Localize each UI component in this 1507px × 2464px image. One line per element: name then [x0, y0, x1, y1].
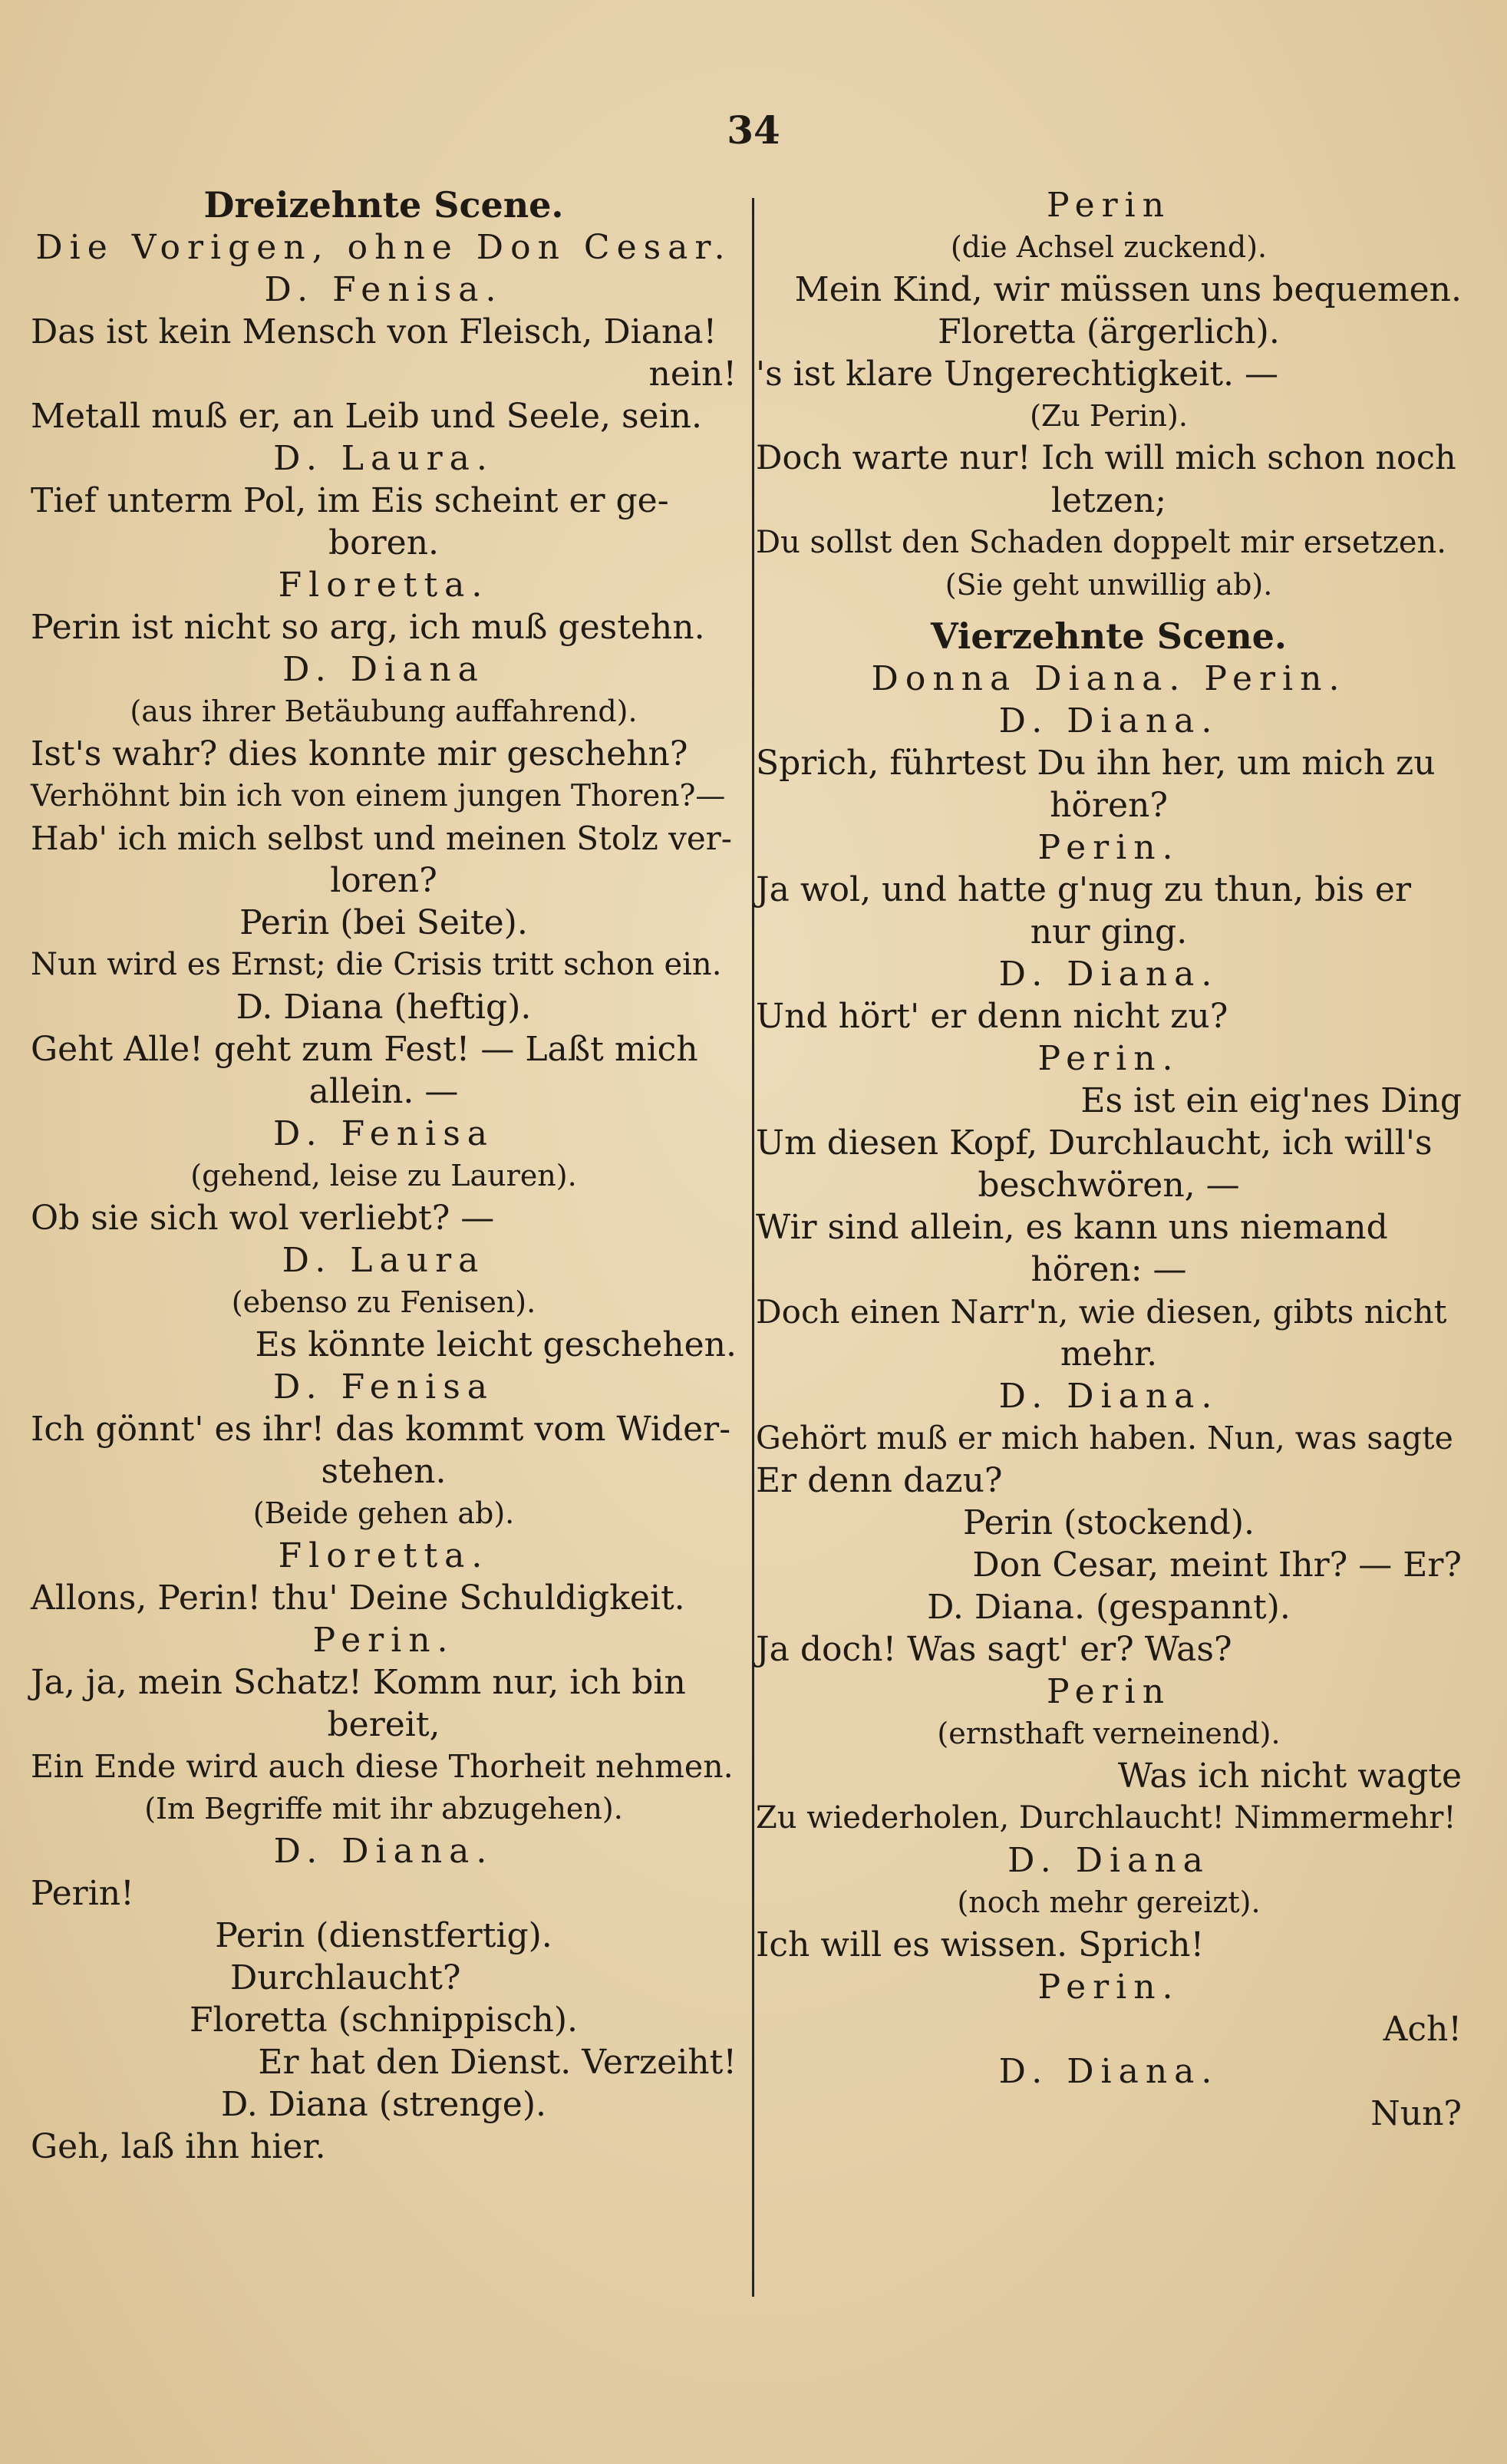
text-line: Hab' ich mich selbst und meinen Stolz ver-: [31, 820, 732, 857]
text-line: Perin ist nicht so arg, ich muß gestehn.: [31, 608, 705, 647]
text-line: Ja, ja, mein Schatz! Komm nur, ich bin: [31, 1663, 686, 1702]
text-line: Don Cesar, meint Ihr? — Er?: [972, 1545, 1462, 1585]
text-line: Ja doch! Was sagt' er? Was?: [756, 1630, 1232, 1669]
text-line: Perin!: [31, 1874, 134, 1913]
text-line: mehr.: [1060, 1334, 1158, 1374]
text-line: Perin: [1046, 1672, 1172, 1711]
text-line: hören?: [1050, 786, 1168, 825]
text-line: Sprich, führtest Du ihn her, um mich zu: [756, 744, 1436, 783]
text-line: Perin.: [1037, 1968, 1180, 2007]
text-line: D. Diana.: [998, 701, 1219, 741]
text-line: (Beide gehen ab).: [252, 1496, 515, 1530]
text-line: Geht Alle! geht zum Fest! — Laßt mich: [31, 1030, 698, 1069]
text-line: Ich gönnt' es ihr! das kommt vom Wider-: [31, 1410, 731, 1449]
text-line: D. Fenisa: [272, 1114, 495, 1153]
text-line: (ernsthaft verneinend).: [937, 1717, 1281, 1750]
text-line: D. Diana: [282, 650, 485, 689]
text-line: Es könnte leicht geschehen.: [255, 1325, 737, 1364]
text-line: nein!: [648, 355, 737, 394]
text-line: stehen.: [321, 1452, 447, 1491]
scene-heading: Vierzehnte Scene.: [931, 615, 1287, 657]
text-line: Das ist kein Mensch von Fleisch, Diana!: [31, 312, 717, 351]
text-line: Was ich nicht wagte: [1117, 1756, 1462, 1796]
text-line: Perin.: [1037, 828, 1180, 867]
text-line: Um diesen Kopf, Durchlaucht, ich will's: [756, 1123, 1433, 1163]
text-line: Floretta (schnippisch).: [190, 2001, 578, 2040]
text-line: Verhöhnt bin ich von einem jungen Thoren?—: [31, 779, 726, 813]
text-line: Wir sind allein, es kann uns niemand: [756, 1208, 1388, 1247]
text-line: Perin (stockend).: [962, 1503, 1255, 1542]
text-line: hören: —: [1030, 1250, 1187, 1289]
text-line: 's ist klare Ungerechtigkeit. —: [756, 355, 1279, 394]
text-line: Er denn dazu?: [756, 1461, 1003, 1500]
text-line: Doch einen Narr'n, wie diesen, gibts nicht: [756, 1293, 1447, 1331]
text-line: Und hört' er denn nicht zu?: [756, 997, 1228, 1036]
text-line: D. Diana.: [273, 1832, 494, 1871]
text-line: Du sollst den Schaden doppelt mir ersetzen.: [756, 525, 1446, 560]
text-line: Es ist ein eig'nes Ding: [1080, 1081, 1462, 1120]
text-line: D. Laura.: [273, 439, 494, 478]
text-line: D. Diana. (gespannt).: [927, 1588, 1291, 1627]
text-line: D. Diana.: [998, 2052, 1219, 2091]
text-line: (die Achsel zuckend).: [950, 230, 1268, 264]
text-line: Perin: [1046, 186, 1172, 225]
text-line: D. Fenisa: [272, 1367, 495, 1407]
text-line: Tief unterm Pol, im Eis scheint er ge-: [31, 481, 669, 520]
text-line: Floretta.: [278, 566, 490, 605]
text-line: (Sie geht unwillig ab).: [945, 568, 1273, 602]
text-line: Ach!: [1383, 2010, 1462, 2049]
text-line: D. Diana: [1007, 1841, 1210, 1880]
text-line: D. Laura: [282, 1241, 486, 1280]
left-column: [31, 184, 737, 2168]
column-divider: [752, 198, 754, 2297]
text-line: Perin.: [312, 1621, 455, 1660]
text-line: Floretta (ärgerlich).: [938, 312, 1280, 351]
text-line: D. Diana.: [998, 955, 1219, 994]
text-line: boren.: [328, 523, 440, 562]
text-line: Perin.: [1037, 1039, 1180, 1078]
text-line: letzen;: [1050, 481, 1167, 520]
text-line: Donna Diana. Perin.: [871, 659, 1347, 698]
text-line: nur ging.: [1030, 912, 1188, 952]
text-line: (aus ihrer Betäubung auffahrend).: [130, 694, 638, 728]
text-line: Allons, Perin! thu' Deine Schuldigkeit.: [31, 1578, 685, 1618]
text-line: Ich will es wissen. Sprich!: [756, 1925, 1205, 1964]
text-line: Nun wird es Ernst; die Crisis tritt schon ein.: [31, 947, 722, 982]
text-line: Perin (dienstfertig).: [215, 1916, 552, 1955]
text-line: Mein Kind, wir müssen uns bequemen.: [794, 270, 1462, 309]
text-line: Ein Ende wird auch diese Thorheit nehmen.: [31, 1748, 734, 1785]
text-line: beschwören, —: [978, 1166, 1240, 1205]
text-line: D. Diana (strenge).: [220, 2085, 546, 2124]
text-line: Die Vorigen, ohne Don Cesar.: [35, 228, 732, 267]
text-line: (ebenso zu Fenisen).: [231, 1285, 536, 1319]
text-line: D. Diana.: [998, 1377, 1219, 1416]
text-line: Zu wiederholen, Durchlaucht! Nimmermehr!: [756, 1800, 1456, 1836]
text-line: Geh, laß ihn hier.: [31, 2127, 326, 2166]
text-line: Nun?: [1370, 2094, 1462, 2133]
text-line: (noch mehr gereizt).: [957, 1885, 1261, 1919]
text-line: loren?: [330, 861, 437, 900]
text-line: Doch warte nur! Ich will mich schon noch: [756, 439, 1456, 477]
text-line: Ob sie sich wol verliebt? —: [31, 1199, 495, 1238]
text-line: Ja wol, und hatte g'nug zu thun, bis er: [756, 870, 1411, 909]
text-line: D. Diana (heftig).: [236, 988, 532, 1027]
text-line: D. Fenisa.: [264, 270, 503, 309]
text-line: (gehend, leise zu Lauren).: [190, 1159, 577, 1192]
text-line: allein. —: [308, 1072, 459, 1111]
right-column: [756, 184, 1462, 2135]
text-line: Durchlaucht?: [230, 1958, 461, 1997]
text-line: Gehört muß er mich haben. Nun, was sagte: [756, 1420, 1453, 1456]
text-line: (Zu Perin).: [1030, 399, 1188, 433]
text-line: Ist's wahr? dies konnte mir geschehn?: [31, 734, 688, 774]
text-line: Floretta.: [278, 1536, 490, 1575]
text-line: (Im Begriffe mit ihr abzugehen).: [144, 1792, 623, 1826]
text-line: Er hat den Dienst. Verzeiht!: [258, 2043, 737, 2082]
text-line: bereit,: [327, 1705, 440, 1744]
page-number: 34: [727, 107, 780, 153]
text-line: Perin (bei Seite).: [239, 903, 528, 942]
text-line: Metall muß er, an Leib und Seele, sein.: [31, 397, 702, 436]
scene-heading: Dreizehnte Scene.: [203, 184, 564, 226]
